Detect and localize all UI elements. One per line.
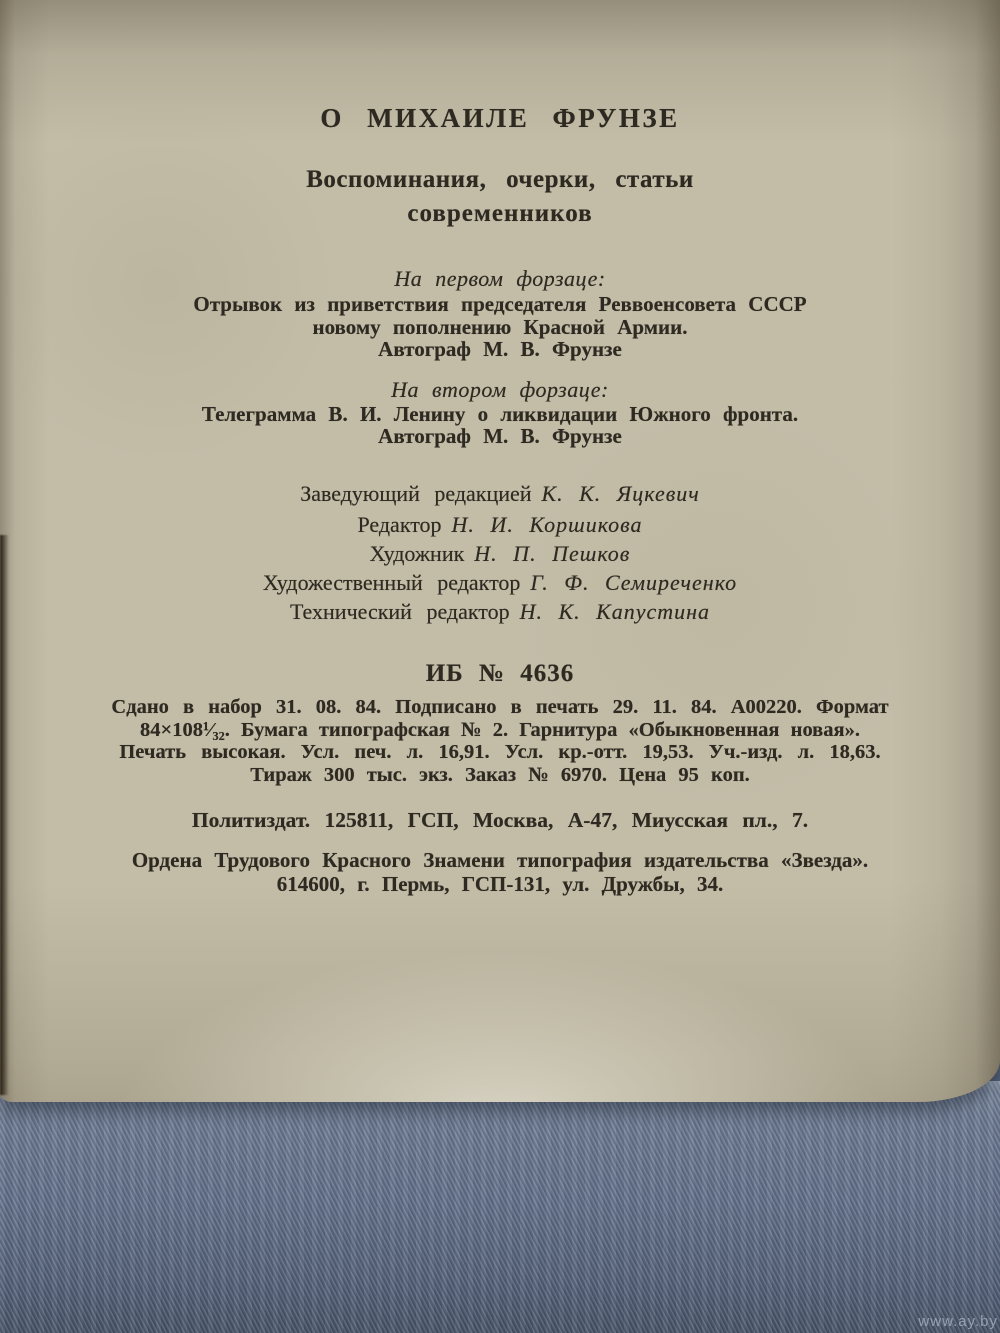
staff-row	[0, 481, 1000, 507]
imprint-line: Сдано в набор 31. 08. 84. Подписано в печать 29. 11. 84. А00220. Формат	[111, 696, 889, 718]
endpaper-second-header: На втором форзаце:	[391, 377, 609, 402]
staff-name: Г. Ф. Семиреченко	[530, 570, 738, 595]
imprint-line: 84×108¹⁄₃₂. Бумага типографская № 2. Гарнитура «Обыкновенная новая».	[140, 719, 860, 741]
book-subtitle-line: Воспоминания, очерки, статьи	[306, 166, 694, 193]
page-title: О МИХАИЛЕ ФРУНЗЕ	[320, 103, 680, 133]
staff-name: К. К. Яцкевич	[541, 481, 700, 506]
printer-address-line: Ордена Трудового Красного Знамени типография издательства «Звезда».	[131, 848, 869, 872]
staff-row	[0, 599, 1000, 625]
staff-role: Технический редактор	[289, 599, 510, 624]
staff-role: Художественный редактор	[262, 570, 521, 595]
site-watermark: www.ay.by	[918, 1313, 998, 1330]
staff-row	[0, 512, 1000, 538]
staff-name: Н. И. Коршикова	[451, 512, 643, 537]
staff-name: Н. П. Пешков	[474, 541, 631, 566]
staff-row	[0, 541, 1000, 567]
staff-role: Художник	[369, 541, 465, 566]
endpaper-first-line: новому пополнению Красной Армии.	[312, 315, 688, 339]
endpaper-first-line: Автограф М. В. Фрунзе	[378, 337, 622, 361]
staff-role: Заведующий редакцией	[300, 481, 532, 506]
endpaper-first-line: Отрывок из приветствия председателя Реввоенсовета СССР	[193, 292, 807, 316]
printer-address-line: 614600, г. Пермь, ГСП-131, ул. Дружбы, 34.	[276, 872, 724, 896]
staff-row	[0, 570, 1000, 596]
staff-name: Н. К. Капустина	[519, 599, 711, 624]
endpaper-first-header: На первом форзаце:	[394, 266, 606, 291]
publisher-address: Политиздат. 125811, ГСП, Москва, А-47, Миусская пл., 7.	[191, 808, 809, 832]
imprint-line: Печать высокая. Усл. печ. л. 16,91. Усл. кр.-отт. 19,53. Уч.-изд. л. 18,63.	[119, 741, 881, 763]
endpaper-second-line: Автограф М. В. Фрунзе	[378, 424, 622, 448]
endpaper-second-line: Телеграмма В. И. Ленину о ликвидации Южного фронта.	[201, 402, 799, 426]
book-subtitle-line: современников	[407, 200, 593, 227]
imprint-line: Тираж 300 тыс. экз. Заказ № 6970. Цена 95 коп.	[250, 764, 750, 786]
staff-role: Редактор	[357, 512, 442, 537]
ib-number: ИБ № 4636	[425, 660, 575, 687]
